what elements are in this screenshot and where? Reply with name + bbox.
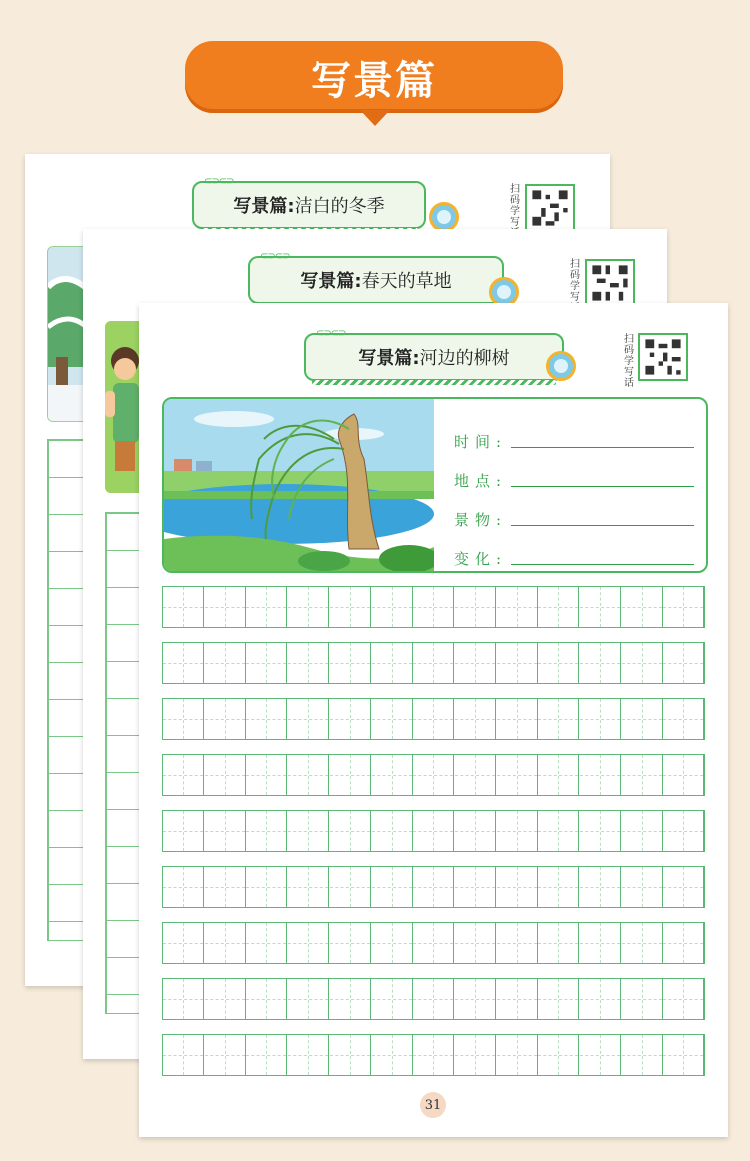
- grid-cell[interactable]: [538, 923, 579, 963]
- grid-cell[interactable]: [538, 979, 579, 1019]
- alarm-clock-icon: [546, 351, 576, 381]
- grid-cell[interactable]: [330, 587, 371, 627]
- worksheet-title: 写景篇:河边的柳树: [358, 348, 510, 369]
- grid-cell[interactable]: [538, 1035, 579, 1075]
- qr-label: 扫码学写: [510, 184, 520, 228]
- grid-cell[interactable]: [580, 923, 621, 963]
- grid-cell[interactable]: [330, 867, 371, 907]
- grid-cell[interactable]: [246, 699, 287, 739]
- grid-cell[interactable]: [330, 923, 371, 963]
- grid-cell[interactable]: [538, 699, 579, 739]
- worksheet-title: 写景篇:洁白的冬季: [233, 196, 385, 217]
- grid-cell[interactable]: [163, 755, 204, 795]
- grid-cell[interactable]: [288, 923, 329, 963]
- qr-label: 扫码学写: [570, 259, 580, 303]
- grid-cell[interactable]: [288, 867, 329, 907]
- grid-cell[interactable]: [288, 811, 329, 851]
- grid-cell[interactable]: [372, 867, 413, 907]
- grid-cell[interactable]: [538, 755, 579, 795]
- grid-cell[interactable]: [580, 587, 621, 627]
- grid-cell[interactable]: [163, 923, 204, 963]
- grid-cell[interactable]: [663, 699, 704, 739]
- worksheet-title: 写景篇:春天的草地: [300, 271, 452, 292]
- field-label: 地点:: [454, 472, 508, 490]
- grid-cell[interactable]: [205, 643, 246, 683]
- willow-illustration: [164, 399, 434, 571]
- grid-cell[interactable]: [372, 699, 413, 739]
- grid-cell[interactable]: [205, 923, 246, 963]
- grid-cell[interactable]: [413, 699, 454, 739]
- grid-cell[interactable]: [622, 811, 663, 851]
- grid-cell[interactable]: [372, 643, 413, 683]
- grid-cell[interactable]: [163, 811, 204, 851]
- grid-cell[interactable]: [580, 755, 621, 795]
- grid-cell[interactable]: [538, 811, 579, 851]
- grid-row[interactable]: [162, 754, 705, 796]
- grid-cell[interactable]: [163, 867, 204, 907]
- grid-cell[interactable]: [205, 811, 246, 851]
- grid-cell[interactable]: [413, 867, 454, 907]
- grid-cell[interactable]: [455, 699, 496, 739]
- field-place[interactable]: [454, 452, 694, 491]
- field-change[interactable]: [454, 530, 694, 569]
- grid-cell[interactable]: [497, 643, 538, 683]
- grid-cell[interactable]: [205, 867, 246, 907]
- grid-cell[interactable]: [288, 699, 329, 739]
- grid-cell[interactable]: [663, 867, 704, 907]
- grid-cell[interactable]: [538, 867, 579, 907]
- grid-cell[interactable]: [663, 755, 704, 795]
- grid-cell[interactable]: [372, 1035, 413, 1075]
- grid-cell[interactable]: [663, 811, 704, 851]
- grid-cell[interactable]: [497, 979, 538, 1019]
- grid-row[interactable]: [162, 810, 705, 852]
- grid-cell[interactable]: [205, 979, 246, 1019]
- worksheet-title-tab: [192, 176, 426, 229]
- grid-cell[interactable]: [163, 979, 204, 1019]
- grid-cell[interactable]: [497, 923, 538, 963]
- qr-code-icon[interactable]: [638, 333, 688, 381]
- field-label: 变化:: [454, 550, 508, 568]
- grid-cell[interactable]: [497, 1035, 538, 1075]
- grid-cell[interactable]: [372, 979, 413, 1019]
- grid-cell[interactable]: [246, 811, 287, 851]
- grid-cell[interactable]: [455, 811, 496, 851]
- grid-cell[interactable]: [622, 755, 663, 795]
- grid-cell[interactable]: [205, 1035, 246, 1075]
- grid-cell[interactable]: [163, 643, 204, 683]
- field-label: 景物:: [454, 511, 508, 529]
- grid-cell[interactable]: [163, 699, 204, 739]
- worksheet-title-tab: [248, 251, 504, 304]
- grid-cell[interactable]: [288, 755, 329, 795]
- field-label: 时间:: [454, 433, 508, 451]
- writing-grid[interactable]: [162, 586, 705, 1090]
- grid-cell[interactable]: [288, 643, 329, 683]
- grid-cell[interactable]: [455, 643, 496, 683]
- grid-cell[interactable]: [205, 699, 246, 739]
- grid-cell[interactable]: [413, 1035, 454, 1075]
- grid-row[interactable]: [162, 642, 705, 684]
- grid-cell[interactable]: [246, 923, 287, 963]
- grid-cell[interactable]: [622, 979, 663, 1019]
- grid-cell[interactable]: [622, 587, 663, 627]
- binder-rings: ⊂⊃⊂⊃: [316, 328, 346, 339]
- banner-pointer: [360, 110, 390, 126]
- grid-cell[interactable]: [580, 979, 621, 1019]
- banner-title: 写景篇: [311, 57, 437, 104]
- grid-row[interactable]: [162, 978, 705, 1020]
- grid-cell[interactable]: [330, 1035, 371, 1075]
- grid-cell[interactable]: [163, 1035, 204, 1075]
- grid-cell[interactable]: [413, 643, 454, 683]
- grid-cell[interactable]: [163, 587, 204, 627]
- grid-row[interactable]: [162, 1034, 705, 1076]
- grid-cell[interactable]: [372, 587, 413, 627]
- grid-row[interactable]: [162, 922, 705, 964]
- field-line[interactable]: [511, 564, 694, 565]
- worksheet-willow: [139, 303, 728, 1137]
- grid-cell[interactable]: [497, 699, 538, 739]
- grid-cell[interactable]: [413, 811, 454, 851]
- grid-cell[interactable]: [330, 643, 371, 683]
- field-line[interactable]: [511, 447, 694, 448]
- grid-cell[interactable]: [622, 923, 663, 963]
- grid-cell[interactable]: [580, 699, 621, 739]
- title-stripe: [312, 380, 556, 385]
- grid-cell[interactable]: [497, 811, 538, 851]
- page-number: 31: [420, 1092, 446, 1118]
- grid-cell[interactable]: [330, 755, 371, 795]
- grid-cell[interactable]: [246, 643, 287, 683]
- grid-row[interactable]: [162, 866, 705, 908]
- field-line[interactable]: [511, 486, 694, 487]
- grid-cell[interactable]: [288, 587, 329, 627]
- grid-cell[interactable]: [455, 923, 496, 963]
- grid-cell[interactable]: [330, 979, 371, 1019]
- grid-cell[interactable]: [663, 923, 704, 963]
- binder-rings: ⊂⊃⊂⊃: [204, 176, 234, 187]
- grid-row[interactable]: [162, 586, 705, 628]
- worksheet-title-tab: [304, 328, 564, 381]
- grid-cell[interactable]: [663, 979, 704, 1019]
- grid-cell[interactable]: [663, 643, 704, 683]
- grid-cell[interactable]: [580, 811, 621, 851]
- grid-cell[interactable]: [538, 587, 579, 627]
- grid-cell[interactable]: [580, 643, 621, 683]
- grid-cell[interactable]: [205, 587, 246, 627]
- grid-cell[interactable]: [246, 587, 287, 627]
- scene-card: [162, 397, 708, 573]
- grid-cell[interactable]: [663, 1035, 704, 1075]
- grid-cell[interactable]: [330, 699, 371, 739]
- grid-cell[interactable]: [580, 867, 621, 907]
- grid-cell[interactable]: [288, 1035, 329, 1075]
- field-scenery[interactable]: [454, 491, 694, 530]
- grid-cell[interactable]: [455, 867, 496, 907]
- alarm-clock-icon: [429, 202, 459, 232]
- grid-cell[interactable]: [413, 923, 454, 963]
- grid-cell[interactable]: [622, 867, 663, 907]
- grid-cell[interactable]: [413, 979, 454, 1019]
- section-banner: [185, 41, 563, 113]
- grid-cell[interactable]: [663, 587, 704, 627]
- qr-code-icon[interactable]: [525, 184, 575, 232]
- grid-cell[interactable]: [622, 699, 663, 739]
- field-line[interactable]: [511, 525, 694, 526]
- grid-cell[interactable]: [455, 587, 496, 627]
- grid-cell[interactable]: [580, 1035, 621, 1075]
- grid-cell[interactable]: [288, 979, 329, 1019]
- info-fields: [454, 413, 694, 569]
- qr-label: 扫码学写话: [624, 334, 634, 389]
- grid-cell[interactable]: [622, 1035, 663, 1075]
- grid-cell[interactable]: [330, 811, 371, 851]
- grid-cell[interactable]: [413, 755, 454, 795]
- grid-cell[interactable]: [622, 643, 663, 683]
- grid-cell[interactable]: [497, 587, 538, 627]
- grid-cell[interactable]: [455, 755, 496, 795]
- grid-cell[interactable]: [246, 755, 287, 795]
- grid-cell[interactable]: [413, 587, 454, 627]
- qr-code-icon[interactable]: [585, 259, 635, 307]
- grid-cell[interactable]: [455, 1035, 496, 1075]
- grid-cell[interactable]: [246, 867, 287, 907]
- grid-cell[interactable]: [455, 979, 496, 1019]
- grid-row[interactable]: [162, 698, 705, 740]
- grid-cell[interactable]: [372, 755, 413, 795]
- grid-cell[interactable]: [246, 1035, 287, 1075]
- field-time[interactable]: [454, 413, 694, 452]
- grid-cell[interactable]: [205, 755, 246, 795]
- grid-cell[interactable]: [246, 979, 287, 1019]
- grid-cell[interactable]: [497, 755, 538, 795]
- grid-cell[interactable]: [538, 643, 579, 683]
- grid-cell[interactable]: [497, 867, 538, 907]
- binder-rings: ⊂⊃⊂⊃: [260, 251, 290, 262]
- grid-cell[interactable]: [372, 811, 413, 851]
- grid-cell[interactable]: [372, 923, 413, 963]
